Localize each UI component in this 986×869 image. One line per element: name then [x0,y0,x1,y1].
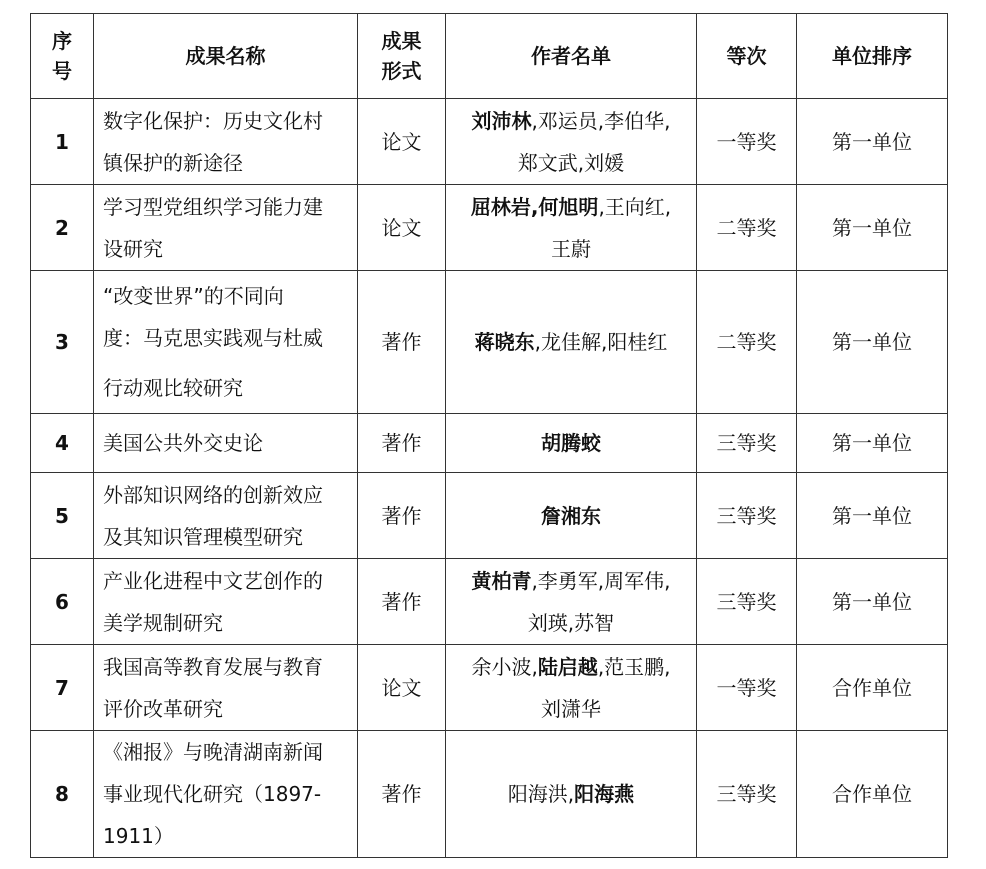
unit-ranking: 合作单位 [797,731,948,858]
author-name: ,范玉鹏, [597,654,671,679]
award-grade: 三等奖 [697,414,797,473]
author-list [446,99,697,185]
row-number: 6 [31,559,94,645]
title-line: 产业化进程中文艺创作的 [103,568,323,593]
author-line [446,422,696,464]
table-row [31,473,948,559]
header-no-line2: 号 [52,59,72,83]
row-number: 4 [31,414,94,473]
author-name-highlighted: 刘沛林 [471,108,532,133]
author-line [446,100,696,142]
title-line: 美学规制研究 [103,610,223,635]
title-line: 数字化保护：历史文化村 [103,108,323,133]
achievement-form: 著作 [358,271,446,414]
achievement-form: 论文 [358,99,446,185]
title-line: 学习型党组织学习能力建 [103,194,323,219]
table-row [31,731,948,858]
achievement-title [94,99,358,185]
title-line: 美国公共外交史论 [103,431,263,455]
table-row [31,99,948,185]
title-line: 行动观比较研究 [103,376,243,400]
table-row [31,559,948,645]
title-line: “改变世界”的不同向 [103,284,284,308]
author-name: 王蔚 [551,236,591,261]
author-name-highlighted: 阳海燕 [574,782,635,806]
row-number: 8 [31,731,94,858]
author-name: ,龙佳解,阳桂红 [534,330,668,354]
header-authors: 作者名单 [446,14,697,99]
table-row [31,185,948,271]
achievement-title [94,473,358,559]
author-name: ,王向红, [598,194,672,219]
author-line [446,688,696,730]
author-name: ,李勇军,周军伟, [531,568,671,593]
author-name-highlighted: 胡腾蛟 [541,431,601,455]
achievement-form: 著作 [358,559,446,645]
unit-ranking: 第一单位 [797,271,948,414]
achievement-form: 论文 [358,645,446,731]
achievement-title [94,645,358,731]
title-line: 评价改革研究 [103,696,223,721]
author-list [446,414,697,473]
author-list [446,731,697,858]
header-title: 成果名称 [94,14,358,99]
row-number: 3 [31,271,94,414]
title-line: 事业现代化研究（1897- [103,782,322,806]
header-form-line1: 成果 [381,29,422,53]
author-name-highlighted: 蒋晓东 [474,330,535,354]
title-line: 及其知识管理模型研究 [103,524,303,549]
table-row [31,271,948,414]
table-row [31,645,948,731]
author-line [446,186,696,228]
author-list [446,185,697,271]
author-name-highlighted: 屈林岩,何旭明 [470,194,599,219]
unit-ranking: 第一单位 [797,185,948,271]
unit-ranking: 第一单位 [797,414,948,473]
achievement-title [94,271,358,414]
unit-ranking: 第一单位 [797,559,948,645]
unit-ranking: 合作单位 [797,645,948,731]
author-name: 阳海洪, [507,782,575,806]
awards-table [30,13,948,858]
header-no [31,14,94,99]
author-list [446,271,697,414]
author-name-highlighted: 陆启越 [537,654,598,679]
header-unit: 单位排序 [797,14,948,99]
table-header-row [31,14,948,99]
award-grade: 三等奖 [697,731,797,858]
title-line: 度：马克思实践观与杜威 [103,326,323,350]
achievement-form: 论文 [358,185,446,271]
author-name: ,邓运员,李伯华, [531,108,671,133]
header-form-line2: 形式 [381,59,422,83]
achievement-form: 著作 [358,731,446,858]
author-line [446,321,696,363]
author-line [446,495,696,537]
header-form [358,14,446,99]
title-line: 我国高等教育发展与教育 [103,654,323,679]
achievement-title [94,414,358,473]
author-name: 余小波, [471,654,538,679]
title-line: 《湘报》与晚清湖南新闻 [103,740,323,764]
author-list [446,559,697,645]
achievement-title [94,185,358,271]
award-grade: 三等奖 [697,559,797,645]
award-grade: 一等奖 [697,99,797,185]
achievement-form: 著作 [358,414,446,473]
award-grade: 三等奖 [697,473,797,559]
author-line [446,142,696,184]
author-line [446,602,696,644]
row-number: 7 [31,645,94,731]
row-number: 5 [31,473,94,559]
title-line: 镇保护的新途径 [103,150,243,175]
achievement-title [94,559,358,645]
table-row [31,414,948,473]
author-name-highlighted: 黄柏青 [471,568,532,593]
row-number: 2 [31,185,94,271]
unit-ranking: 第一单位 [797,99,948,185]
table-body [31,99,948,858]
award-grade: 二等奖 [697,271,797,414]
author-list [446,473,697,559]
header-grade: 等次 [697,14,797,99]
award-grade: 二等奖 [697,185,797,271]
row-number: 1 [31,99,94,185]
author-line [446,228,696,270]
author-name: 郑文武,刘媛 [517,150,625,175]
award-grade: 一等奖 [697,645,797,731]
author-line [446,646,696,688]
author-list [446,645,697,731]
achievement-title [94,731,358,858]
header-no-line1: 序 [52,29,72,53]
title-line: 设研究 [103,236,163,261]
unit-ranking: 第一单位 [797,473,948,559]
author-line [446,560,696,602]
author-name-highlighted: 詹湘东 [541,503,601,528]
author-line [446,773,696,815]
author-name: 刘潇华 [541,696,601,721]
title-line: 外部知识网络的创新效应 [103,482,323,507]
achievement-form: 著作 [358,473,446,559]
author-name: 刘瑛,苏智 [527,610,615,635]
title-line: 1911） [103,824,174,848]
